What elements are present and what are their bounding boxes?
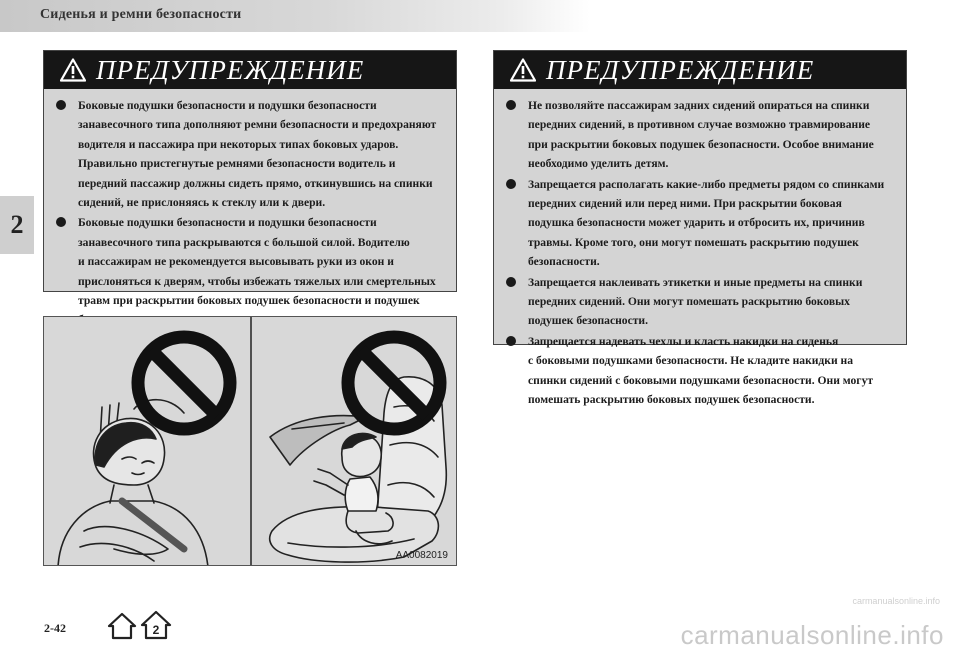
bullet-icon	[56, 100, 66, 110]
warning-line: Не позволяйте пассажирам задних сидений опираться на спинки	[528, 99, 870, 112]
warning-line: прислоняться к дверям, чтобы избежать тяжелых или смертельных	[78, 274, 436, 288]
warning-heading: ПРЕДУПРЕЖДЕНИЕ	[546, 54, 815, 85]
warning-item	[504, 96, 898, 174]
figure-code: AA0082019	[395, 550, 448, 561]
warning-item	[54, 213, 448, 329]
section-title: Сиденья и ремни безопасности	[40, 7, 242, 22]
home-icon[interactable]	[107, 611, 137, 641]
warning-item	[504, 175, 898, 272]
warning-header	[44, 51, 456, 89]
warning-line: сидений, не прислоняясь к стеклу или к двери.	[78, 196, 326, 210]
illustration-panel	[43, 316, 457, 566]
warning-list	[494, 89, 906, 410]
chapter-home-icon[interactable]	[140, 609, 172, 641]
warning-box-right	[493, 50, 907, 407]
warning-line: Запрещается надевать чехлы и класть накидки на сиденья	[528, 334, 839, 348]
warning-triangle-icon	[60, 58, 86, 82]
warning-line: водителя и пассажира при некоторых типах боковых ударов.	[78, 137, 399, 151]
warning-line: занавесочного типа дополняют ремни безопасности и предохраняют	[78, 118, 437, 132]
warning-line: передних сидений или перед ними. При раскрытии боковая	[528, 197, 842, 211]
warning-header	[494, 51, 906, 89]
illustration-drawing	[44, 317, 457, 566]
warning-item	[504, 273, 898, 331]
bullet-icon	[506, 100, 516, 110]
warning-line: Запрещается наклеивать этикетки и иные предметы на спинки	[528, 275, 863, 289]
bullet-icon	[506, 277, 516, 287]
warning-line: при раскрытии боковых подушек безопасности. Особое внимание	[528, 137, 874, 151]
warning-line: безопасности.	[528, 255, 600, 269]
warning-line: и пассажирам не рекомендуется высовывать руки из окон и	[78, 255, 394, 269]
warning-line: Правильно пристегнутые ремнями безопасности водитель и	[78, 157, 396, 171]
warning-box-left	[43, 50, 457, 308]
warning-line: передних сидений, в противном случае возможно травмирование	[528, 118, 871, 132]
warning-item	[54, 96, 448, 212]
chapter-home-number: 2	[152, 623, 160, 637]
warning-line: Боковые подушки безопасности и подушки безопасности	[78, 216, 377, 230]
warning-line: подушек безопасности.	[528, 314, 649, 328]
warning-line: травм при раскрытии боковых подушек безопасности и подушек	[78, 294, 420, 308]
warning-item	[504, 332, 898, 410]
warning-list	[44, 89, 456, 330]
warning-triangle-icon	[510, 58, 536, 82]
header-band	[0, 0, 590, 32]
warning-line: занавесочного типа раскрываются с большой силой. Водителю	[78, 235, 410, 249]
warning-line: необходимо уделить детям.	[528, 157, 669, 171]
warning-line: с боковыми подушками безопасности. Не кладите накидки на	[528, 354, 854, 368]
chapter-tab	[0, 196, 34, 254]
warning-line: передних сидений. Они могут помешать раскрытию боковых	[528, 295, 850, 309]
warning-line: передний пассажир должны сидеть прямо, откинувшись на спинки	[78, 176, 433, 190]
warning-line: помешать раскрытию боковых подушек безопасности.	[528, 393, 815, 407]
warning-line: травмы. Кроме того, они могут помешать раскрытию подушек	[528, 235, 859, 249]
page-number: 2-42	[44, 621, 66, 635]
bullet-icon	[506, 336, 516, 346]
warning-line: подушка безопасности может ударить и отбросить их, причинив	[528, 216, 865, 230]
watermark-small: carmanualsonline.info	[852, 596, 940, 606]
warning-heading: ПРЕДУПРЕЖДЕНИЕ	[96, 54, 365, 85]
warning-line: Боковые подушки безопасности и подушки безопасности	[78, 99, 377, 112]
warning-line: спинки сидений с боковыми подушками безопасности. Они могут	[528, 373, 874, 387]
watermark: carmanualsonline.info	[680, 620, 944, 650]
bullet-icon	[506, 179, 516, 189]
chapter-number: 2	[10, 210, 24, 239]
prohibition-sign-icon	[138, 337, 230, 429]
bullet-icon	[56, 217, 66, 227]
warning-line: Запрещается располагать какие-либо предметы рядом со спинками	[528, 177, 885, 191]
